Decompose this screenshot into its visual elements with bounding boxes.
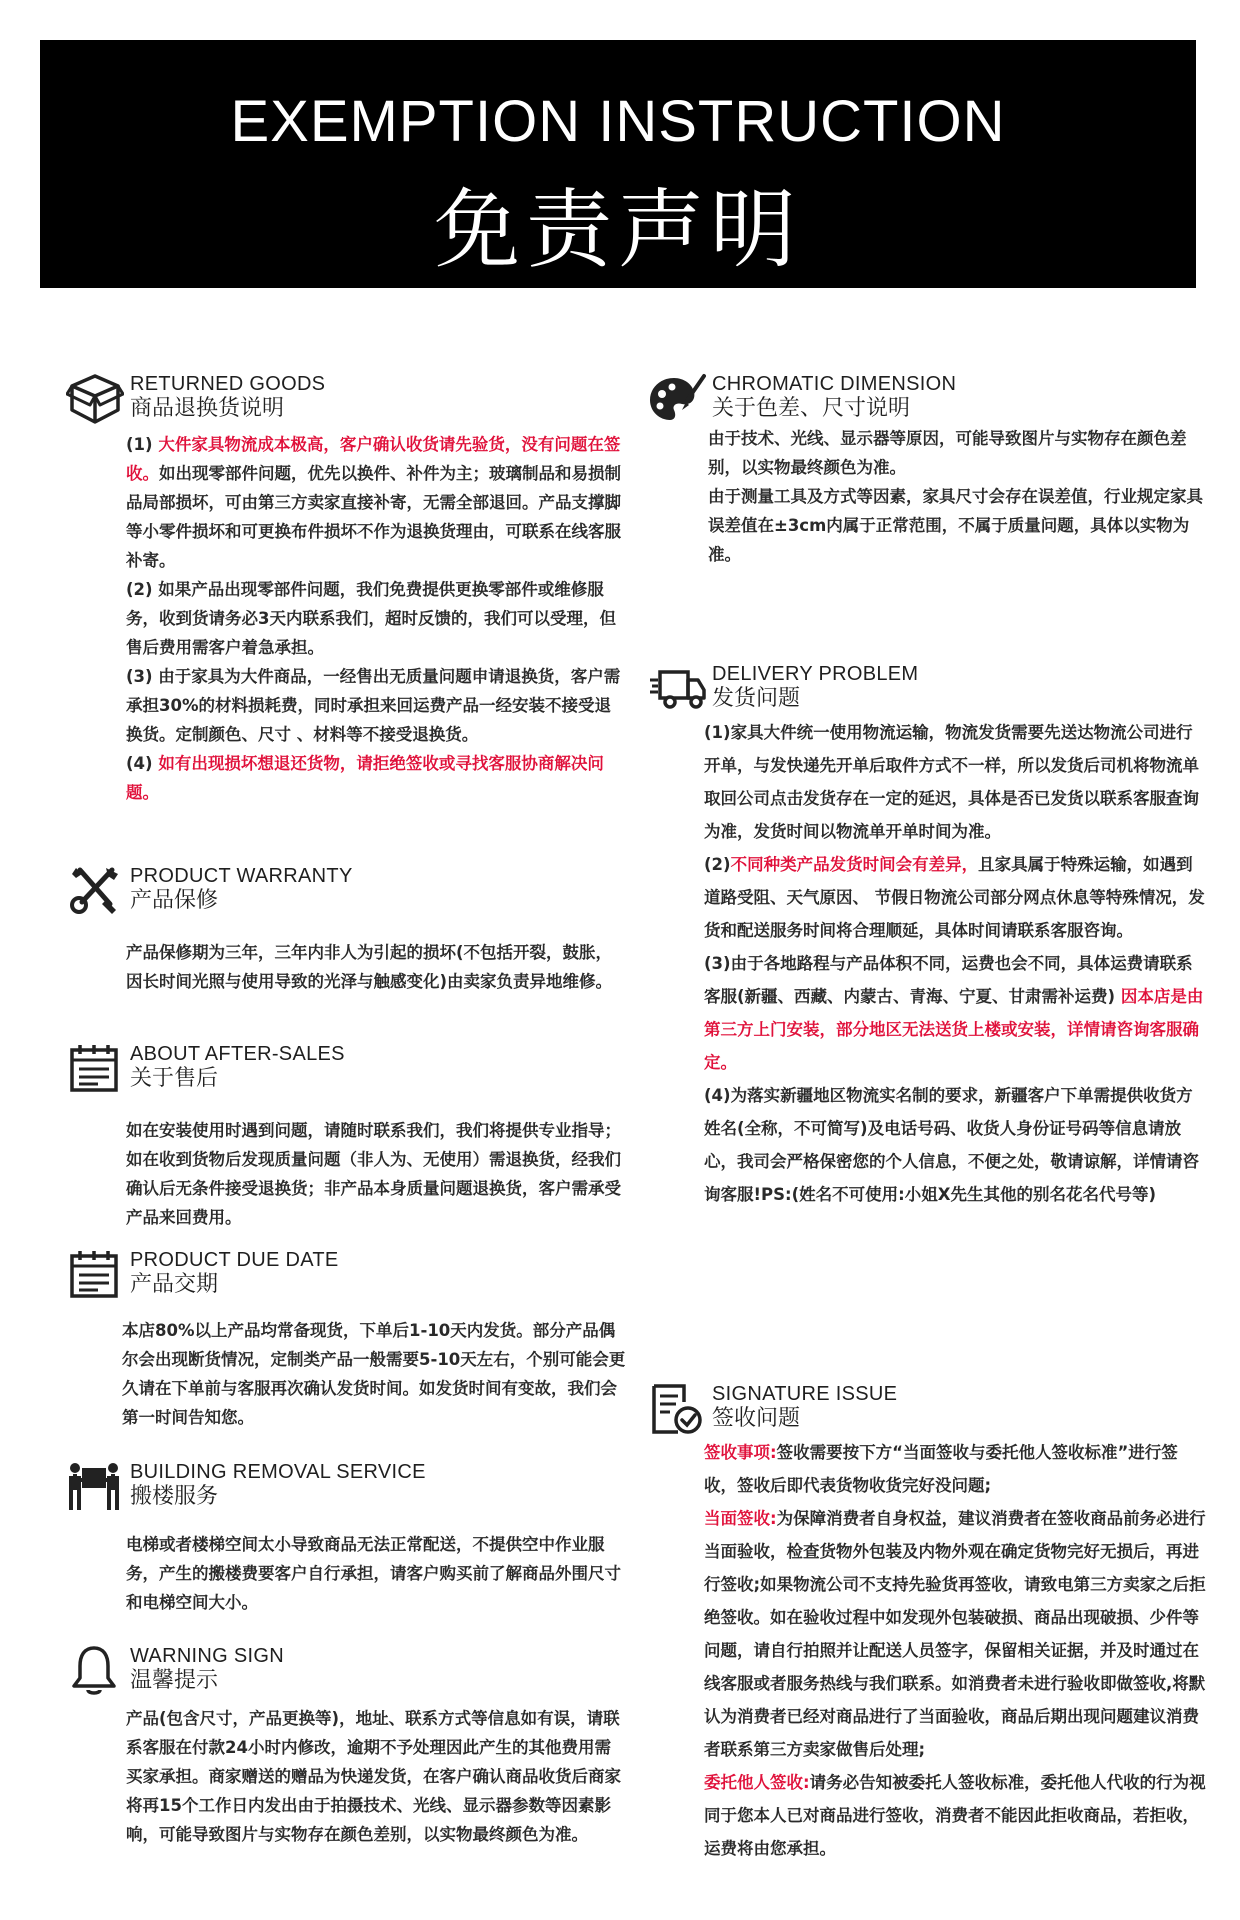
- section-title-en: PRODUCT WARRANTY: [130, 865, 353, 887]
- section-building-removal: [66, 1460, 626, 1617]
- calendar-icon: [66, 1248, 124, 1302]
- section-title-cn: 温馨提示: [130, 1668, 219, 1693]
- section-title-cn: 关于色差、尺寸说明: [712, 396, 911, 421]
- paragraph: 如在安装使用时遇到问题，请随时联系我们，我们将提供专业指导；如在收到货物后发现质量问题（非人为、无使用）需退换货，经我们确认后无条件接受退换货；非产品本身质量问题退换货，客户需承受产品来回费用。: [126, 1121, 621, 1227]
- section-title-en: BUILDING REMOVAL SERVICE: [130, 1461, 426, 1483]
- paragraph: 由于技术、光线、显示器等原因，可能导致图片与实物存在颜色差别，以实物最终颜色为准。: [708, 429, 1187, 477]
- section-title-en: ABOUT AFTER-SALES: [130, 1043, 345, 1065]
- paragraph: (3) 由于家具为大件商品，一经售出无质量问题申请退换货，客户需承担30%的材料损耗费，同时承担来回运费产品一经安装不接受退换货。定制颜色、尺寸 、材料等不接受退换货。: [126, 667, 621, 744]
- paragraph: 委托他人签收:请务必告知被委托人签收标准，委托他人代收的行为视同于您本人已对商品进行签收，消费者不能因此拒收商品，若拒收，运费将由您承担。: [704, 1773, 1206, 1858]
- bell-icon: [66, 1644, 124, 1698]
- banner-title-cn: 免责声明: [434, 180, 802, 280]
- paragraph: 电梯或者楼梯空间太小导致商品无法正常配送，不提供空中作业服务，产生的搬楼费要客户自行承担，请客户购买前了解商品外围尺寸和电梯空间大小。: [126, 1535, 621, 1612]
- palette-icon: [648, 372, 706, 426]
- section-product-warranty: [66, 864, 626, 996]
- section-title-en: SIGNATURE ISSUE: [712, 1383, 898, 1405]
- section-delivery-problem: [648, 662, 1208, 1211]
- highlight-text: 大件家具物流成本极高，客户确认收货请先验货，没有问题在签收。: [126, 435, 621, 483]
- paragraph: (4) 如有出现损坏想退还货物，请拒绝签收或寻找客服协商解决问题。: [126, 754, 604, 802]
- paragraph: 由于测量工具及方式等因素，家具尺寸会存在误差值，行业规定家具误差值在±3cm内属于正常范围，不属于质量问题，具体以实物为准。: [708, 487, 1203, 564]
- section-title-cn: 商品退换货说明: [130, 396, 285, 421]
- paragraph: 产品保修期为三年，三年内非人为引起的损坏(不包括开裂，鼓胀，因长时间光照与使用导致的光泽与触感变化)由卖家负责异地维修。: [126, 943, 613, 991]
- section-warning-sign: [66, 1644, 626, 1849]
- checklist-icon: [648, 1382, 706, 1436]
- movers-icon: [66, 1460, 124, 1514]
- section-chromatic-dimension: [648, 372, 1208, 569]
- section-title-en: WARNING SIGN: [130, 1645, 284, 1667]
- truck-icon: [648, 662, 706, 716]
- section-title-en: CHROMATIC DIMENSION: [712, 373, 957, 395]
- paragraph: 当面签收:为保障消费者自身权益，建议消费者在签收商品前务必进行当面验收，检查货物外包装及内物外观在确定货物完好无损后，再进行签收;如果物流公司不支持先验货再签收，请致电第三方卖家之后拒绝签收。如在验收过程中如发现外包装破损、商品出现破损、少件等问题，请自行拍照并让配送人员签字，保留相关证据，并及时通过在线客服或者服务热线与我们联系。如消费者未进行验收即做签收,将默认为消费者已经对商品进行了当面验收，商品后期出现问题建议消费者联系第三方卖家做售后处理;: [704, 1509, 1206, 1759]
- section-title-en: RETURNED GOODS: [130, 373, 326, 395]
- section-product-due-date: [66, 1248, 626, 1432]
- highlight-text: 如有出现损坏想退还货物，请拒绝签收或寻找客服协商解决问题。: [126, 754, 604, 802]
- section-title-cn: 关于售后: [130, 1066, 219, 1091]
- paragraph: 产品(包含尺寸，产品更换等)，地址、联系方式等信息如有误，请联系客服在付款24小时内修改，逾期不予处理因此产生的其他费用需买家承担。商家赠送的赠品为快递发货，在客户确认商品收货后商家将再15个工作日内发出由于拍摄技术、光线、显示器参数等因素影响，可能导致图片与实物存在颜色差别，以实物最终颜色为准。: [126, 1709, 621, 1844]
- highlight-text: 当面签收:: [704, 1509, 777, 1528]
- box-icon: [66, 372, 124, 426]
- section-returned-goods: [66, 372, 626, 807]
- section-title-en: PRODUCT DUE DATE: [130, 1249, 339, 1271]
- paragraph: (2) 如果产品出现零部件问题，我们免费提供更换零部件或维修服务，收到货请务必3天内联系我们，超时反馈的，我们可以受理，但售后费用需客户着急承担。: [126, 580, 616, 657]
- paragraph: 签收事项:签收需要按下方“当面签收与委托他人签收标准”进行签收，签收后即代表货物收货完好没问题;: [704, 1443, 1178, 1495]
- section-title-cn: 签收问题: [712, 1406, 801, 1431]
- paragraph: (3)由于各地路程与产品体积不同，运费也会不同，具体运费请联系客服(新疆、西藏、内蒙古、青海、宁夏、甘肃需补运费) 因本店是由第三方上门安装，部分地区无法送货上楼或安装，详情请咨询客服确定。: [704, 954, 1204, 1072]
- section-after-sales: [66, 1042, 626, 1232]
- banner-title-en: EXEMPTION INSTRUCTION: [230, 89, 1006, 154]
- highlight-text: 因本店是由第三方上门安装，部分地区无法送货上楼或安装，详情请咨询客服确定。: [704, 987, 1204, 1072]
- highlight-text: 不同种类产品发货时间会有差异，: [730, 855, 979, 874]
- section-title-en: DELIVERY PROBLEM: [712, 663, 919, 685]
- section-title-cn: 产品交期: [130, 1272, 219, 1297]
- highlight-text: 委托他人签收:: [704, 1773, 810, 1792]
- highlight-text: 签收事项:: [704, 1443, 777, 1462]
- section-signature-issue: [648, 1382, 1208, 1865]
- header-banner: [40, 40, 1196, 288]
- paragraph: 本店80%以上产品均常备现货，下单后1-10天内发货。部分产品偶尔会出现断货情况，定制类产品一般需要5-10天左右，个别可能会更久请在下单前与客服再次确认发货时间。如发货时间有变故，我们会第一时间告知您。: [122, 1321, 626, 1427]
- section-title-cn: 发货问题: [712, 686, 801, 711]
- calendar-icon: [66, 1042, 124, 1096]
- paragraph: (1) 大件家具物流成本极高，客户确认收货请先验货，没有问题在签收。如出现零部件问题，优先以换件、补件为主；玻璃制品和易损制品局部损坏，可由第三方卖家直接补寄，无需全部退回。产品支撑脚等小零件损坏和可更换布件损坏不作为退换货理由，可联系在线客服补寄。: [126, 435, 621, 570]
- paragraph: (2)不同种类产品发货时间会有差异，且家具属于特殊运输，如遇到道路受阻、天气原因、 节假日物流公司部分网点休息等特殊情况，发货和配送服务时间将合理顺延，具体时间请联系客服咨询。: [704, 855, 1205, 940]
- paragraph: (4)为落实新疆地区物流实名制的要求，新疆客户下单需提供收货方姓名(全称，不可简写)及电话号码、收货人身份证号码等信息请放心，我司会严格保密您的个人信息，不便之处，敬请谅解，详情请咨询客服!PS:(姓名不可使用:小姐X先生其他的别名花名代号等): [704, 1086, 1199, 1204]
- section-title-cn: 产品保修: [130, 888, 219, 913]
- wrench-screwdriver-icon: [66, 864, 124, 918]
- section-title-cn: 搬楼服务: [130, 1484, 219, 1509]
- paragraph: (1)家具大件统一使用物流运输，物流发货需要先送达物流公司进行开单，与发快递先开单后取件方式不一样，所以发货后司机将物流单取回公司点击发货存在一定的延迟，具体是否已发货以联系客服查询为准，发货时间以物流单开单时间为准。: [704, 723, 1199, 841]
